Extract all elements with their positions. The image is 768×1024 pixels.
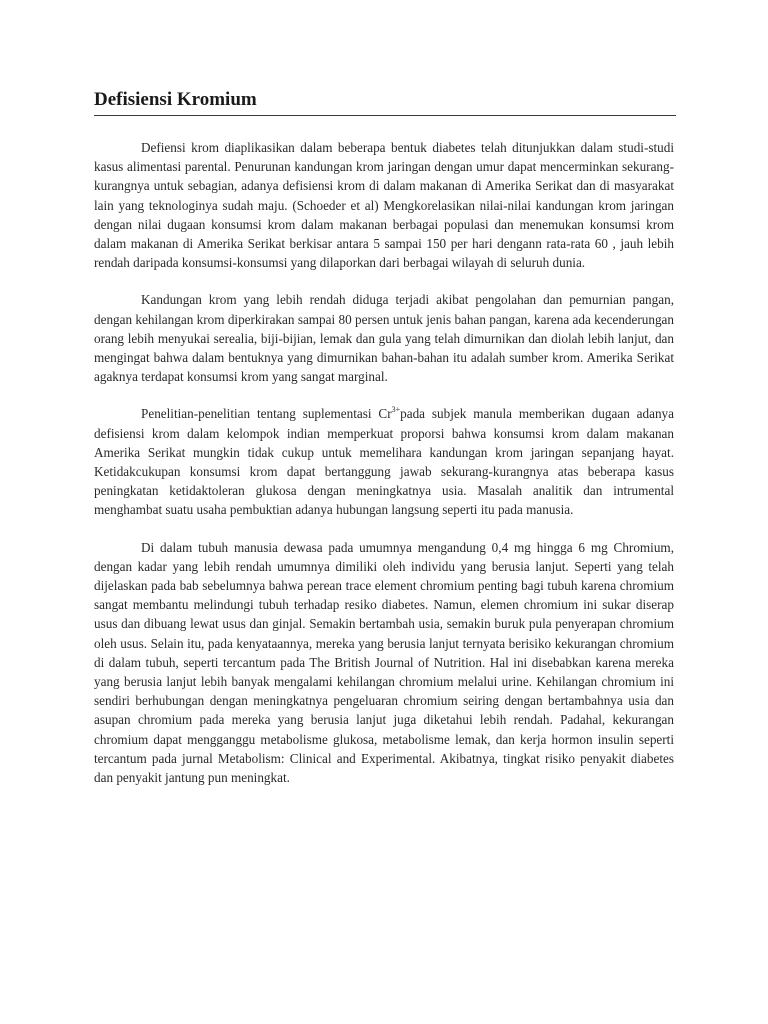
chromium-charge-superscript: 3+ [391,405,401,415]
title-block [94,88,676,116]
document-title: Defisiensi Kromium [94,89,257,110]
paragraph-1: Defiensi krom diaplikasikan dalam beberapa bentuk diabetes telah ditunjukkan dalam studi-studi kasus alimentasi parental. Penurunan kandungan krom jaringan dengan umur dapat mencerminkan sekurang-kurangnya untuk sebagian, adanya defisiensi krom di dalam makanan di Amerika Serikat dan di masyarakat lain yang teknologinya sudah maju. (Schoeder et al) Mengkorelasikan nilai-nilai kandungan krom jaringan dengan nilai dugaan konsumsi krom dalam makanan berbagai populasi dan menemukan konsumsi krom dalam makanan di Amerika Serikat berkisar antara 5 sampai 150 per hari dengann rata-rata 60 , jauh lebih rendah daripada konsumsi-konsumsi yang dilaporkan dari berbagai wilayah di seluruh dunia. [94,140,674,271]
paragraph-3-text-after: pada subjek manula memberikan dugaan adanya defisiensi krom dalam kelompok indian memperkuat proporsi bahwa konsumsi krom dalam makanan Amerika Serikat mungkin tidak cukup untuk memelihara kandungan krom jaringan sepanjang hayat. Ketidakcukupan konsumsi krom dapat bertanggung jawab sekurang-kurangnya atas beberapa kasus peningkatan ketidaktoleran glukosa dengan meningkatnya usia. Masalah analitik dan intrumental menghambat suatu usaha pembuktian adanya hubungan langsung seperti itu pada manusia. [94,406,674,518]
paragraph-2: Kandungan krom yang lebih rendah diduga terjadi akibat pengolahan dan pemurnian pangan, dengan kehilangan krom diperkirakan sampai 80 persen untuk jenis bahan pangan, karena ada kecenderungan orang lebih menyukai serealia, biji-bijian, lemak dan gula yang telah dimurnikan dan diolah lebih lanjut, dan mengingat bahwa dalam bentuknya yang dimurnikan bahan-bahan itu adalah sumber krom. Amerika Serikat agaknya terdapat konsumsi krom yang sangat marginal. [94,292,674,385]
paragraph-3 [94,404,674,519]
document-body [94,138,674,805]
paragraph-3-text-before: Penelitian-penelitian tentang suplementasi Cr [141,406,392,422]
paragraph-4: Di dalam tubuh manusia dewasa pada umumnya mengandung 0,4 mg hingga 6 mg Chromium, dengan kadar yang lebih rendah umumnya dimiliki oleh individu yang berusia lanjut. Seperti yang telah dijelaskan pada bab sebelumnya bahwa perean trace element chromium penting bagi tubuh karena chromium sangat membantu melindungi tubuh terhadap resiko diabetes. Namun, elemen chromium ini sukar diserap usus dan dibuang lewat usus dan ginjal. Semakin bertambah usia, semakin buruk pula penyerapan chromium oleh usus. Selain itu, pada kenyataannya, mereka yang berusia lanjut ternyata berisiko kekurangan chromium di dalam tubuh, seperti tercantum pada The British Journal of Nutrition. Hal ini disebabkan karena mereka yang berusia lanjut lebih banyak mengalami kehilangan chromium melalui urine. Kehilangan chromium ini sendiri berhubungan dengan meningkatnya pengeluaran chromium seiring dengan bertambahnya usia dan asupan chromium pada mereka yang berusia lanjut juga diketahui lebih rendah. Padahal, kekurangan chromium dapat mengganggu metabolisme glukosa, metabolisme lemak, dan kerja hormon insulin seperti tercantum pada jurnal Metabolism: Clinical and Experimental. Akibatnya, tingkat risiko penyakit diabetes dan penyakit jantung pun meningkat. [94,539,674,786]
